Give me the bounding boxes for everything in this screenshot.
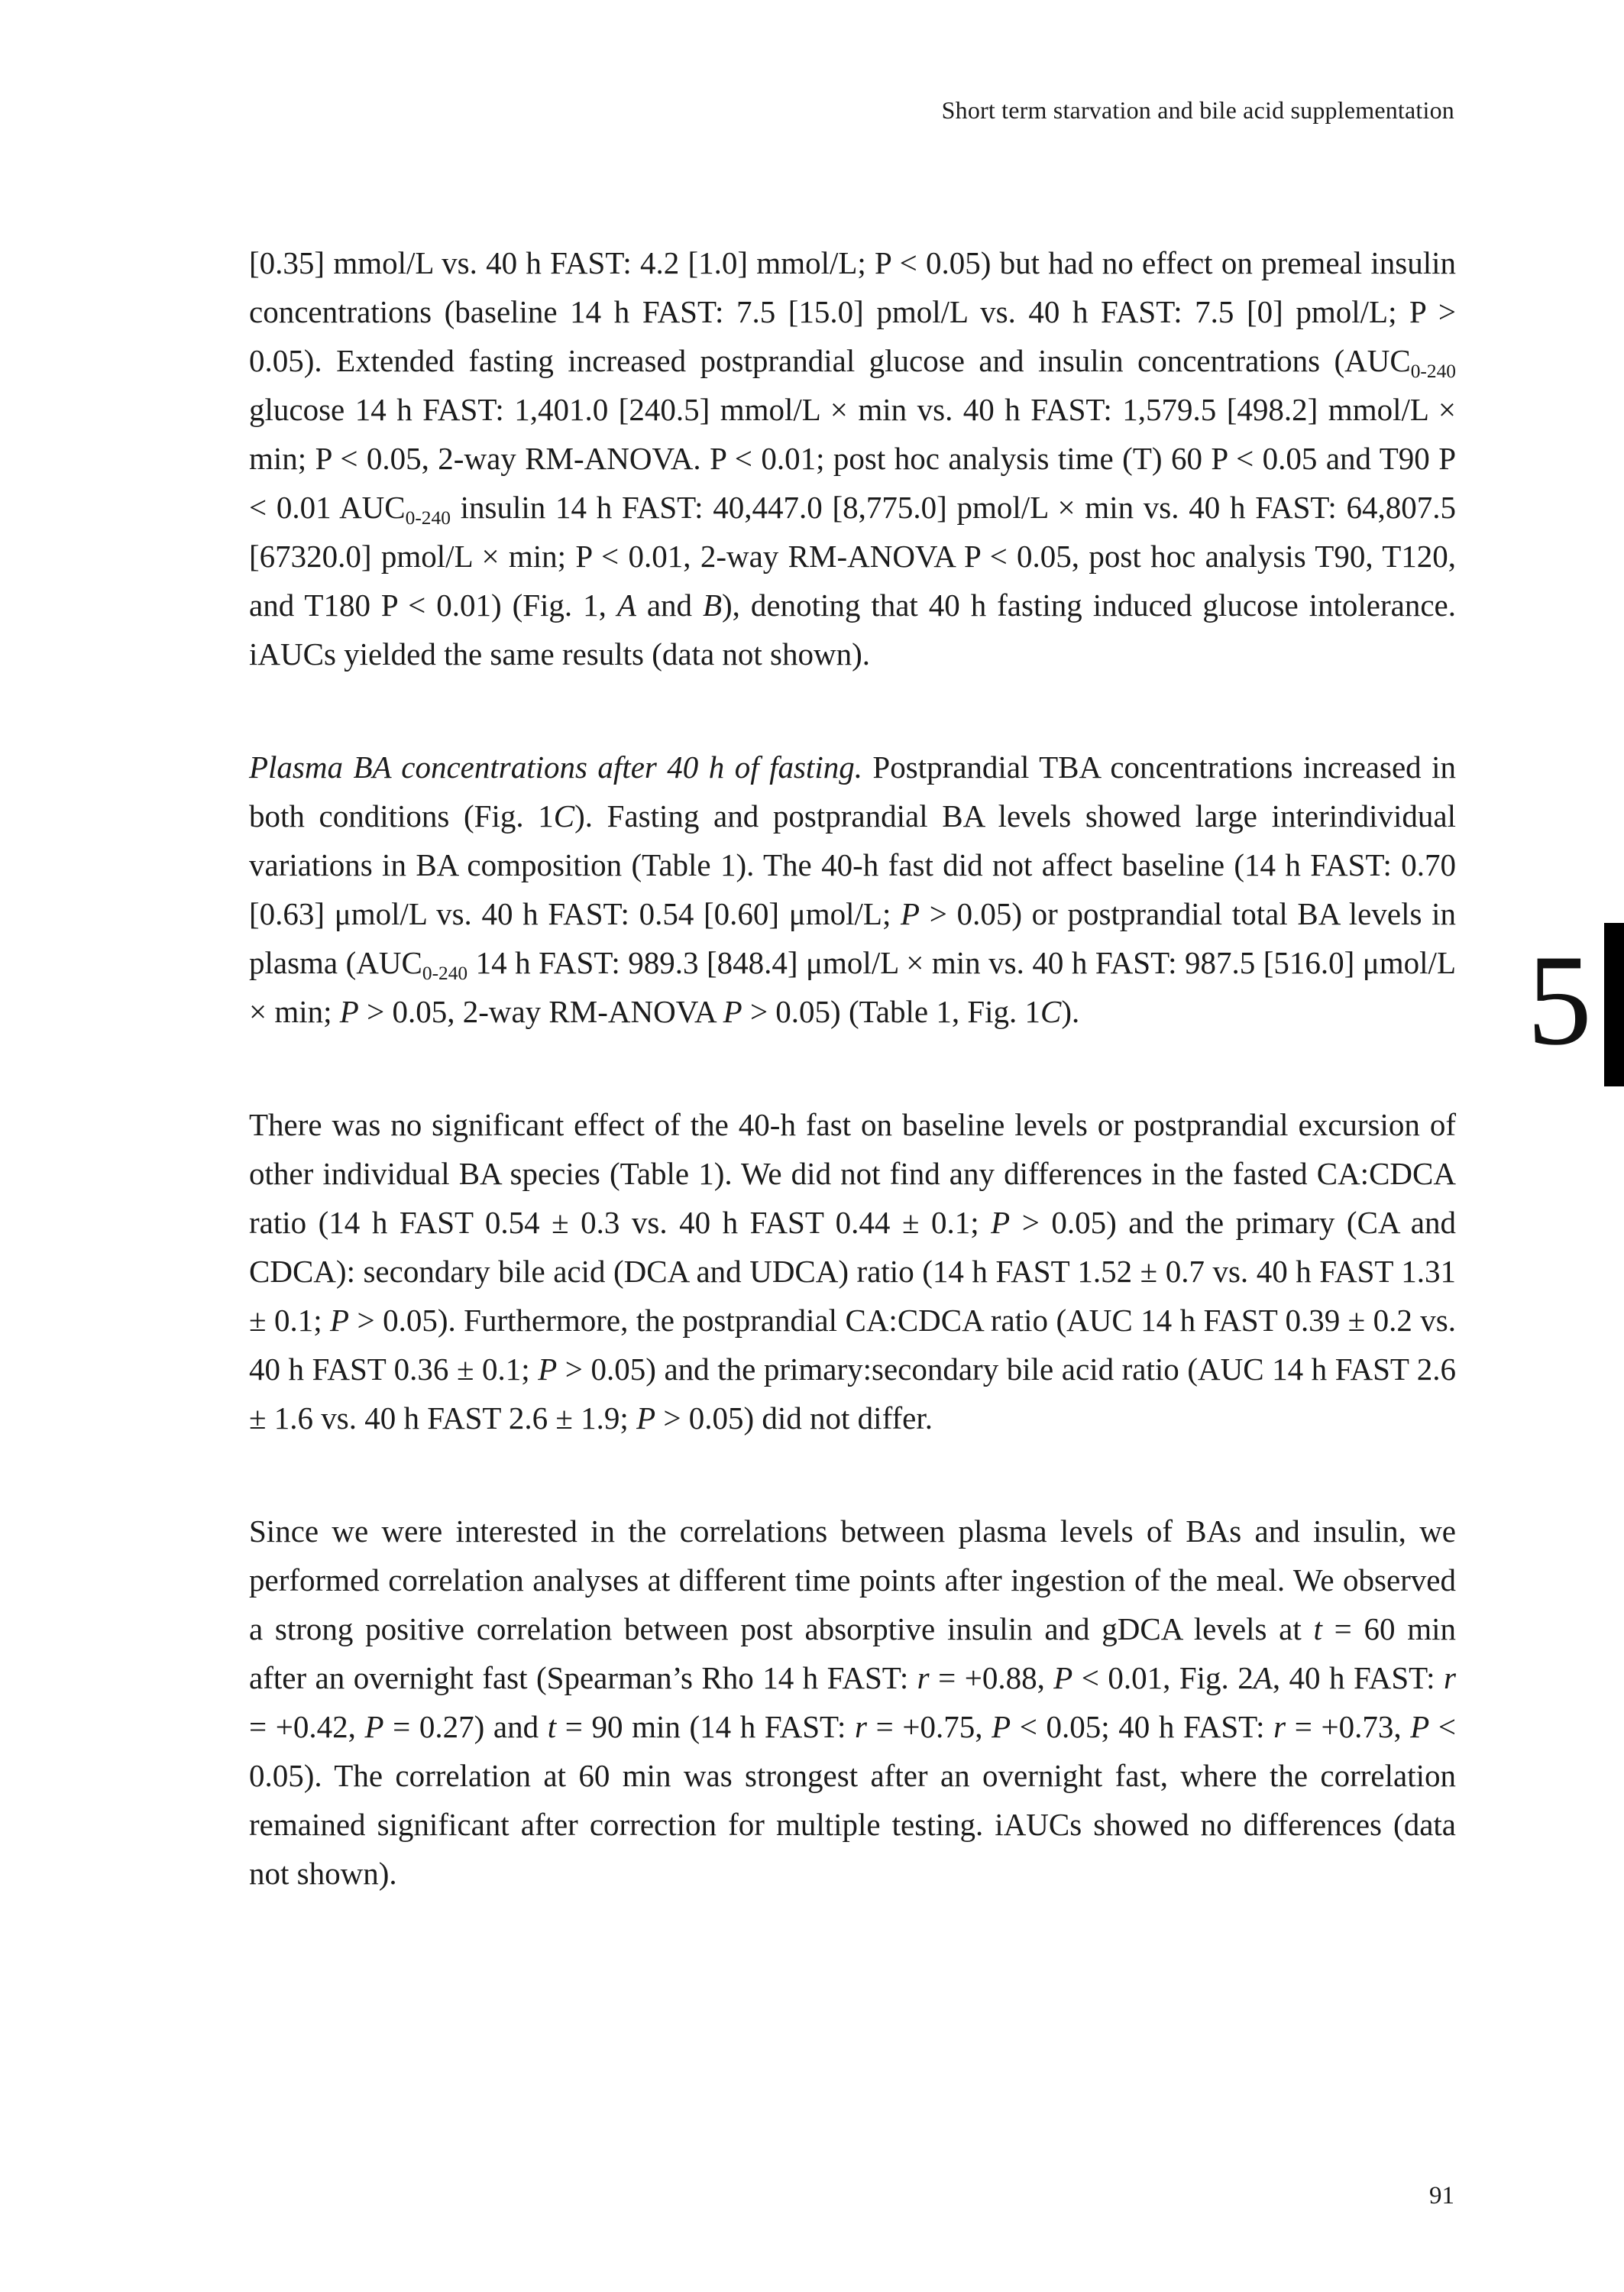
paragraph-plasma-ba-concentrations: Plasma BA concentrations after 40 h of fasting. Postprandial TBA concentrations increased in both conditions (Fig. 1C). Fasting and postprandial BA levels showed large interindividual variations in BA composition (Table 1). The 40-h fast did not affect baseline (14 h FAST: 0.70 [0.63] μmol/L vs. 40 h FAST: 0.54 [0.60] μmol/L; P > 0.05) or postprandial total BA levels in plasma (AUC0-240 14 h FAST: 989.3 [848.4] μmol/L × min vs. 40 h FAST: 987.5 [516.0] μmol/L × min; P > 0.05, 2-way RM-ANOVA P > 0.05) (Table 1, Fig. 1C). (249, 749, 1457, 1029)
chapter-tab (1527, 923, 1624, 1086)
page-number: 91 (1429, 2182, 1454, 2209)
running-header: Short term starvation and bile acid supplementation (941, 96, 1454, 124)
chapter-tab-bar (1604, 923, 1624, 1086)
chapter-number: 5 (1527, 928, 1592, 1072)
body-text (249, 238, 1456, 1962)
paragraph-results-glucose-insulin: [0.35] mmol/L vs. 40 h FAST: 4.2 [1.0] mmol/L; P < 0.05) but had no effect on premeal insulin concentrations (baseline 14 h FAST: 7.5 [15.0] pmol/L vs. 40 h FAST: 7.5 [0] pmol/L; P > 0.05). Extended fasting increased postprandial glucose and insulin concentrations (AUC0-240 glucose 14 h FAST: 1,401.0 [240.5] mmol/L × min vs. 40 h FAST: 1,579.5 [498.2] mmol/L × min; P < 0.05, 2-way RM-ANOVA. P < 0.01; post hoc analysis time (T) 60 P < 0.05 and T90 P < 0.01 AUC0-240 insulin 14 h FAST: 40,447.0 [8,775.0] pmol/L × min vs. 40 h FAST: 64,807.5 [67320.0] pmol/L × min; P < 0.01, 2-way RM-ANOVA P < 0.05, post hoc analysis T90, T120, and T180 P < 0.01) (Fig. 1, A and B), denoting that 40 h fasting induced glucose intolerance. iAUCs yielded the same results (data not shown). (249, 245, 1456, 672)
paragraph-ba-species-ratios: There was no significant effect of the 40-h fast on baseline levels or postprandial excursion of other individual BA species (Table 1). We did not find any differences in the fasted CA:CDCA ratio (14 h FAST 0.54 ± 0.3 vs. 40 h FAST 0.44 ± 0.1; P > 0.05) and the primary (CA and CDCA): secondary bile acid (DCA and UDCA) ratio (14 h FAST 1.52 ± 0.7 vs. 40 h FAST 1.31 ± 0.1; P > 0.05). Furthermore, the postprandial CA:CDCA ratio (AUC 14 h FAST 0.39 ± 0.2 vs. 40 h FAST 0.36 ± 0.1; P > 0.05) and the primary:secondary bile acid ratio (AUC 14 h FAST 2.6 ± 1.6 vs. 40 h FAST 2.6 ± 1.9; P > 0.05) did not differ. (249, 1107, 1456, 1436)
paragraph-correlations: Since we were interested in the correlations between plasma levels of BAs and insulin, we performed correlation analyses at different time points after ingestion of the meal. We observed a strong positive correlation between post absorptive insulin and gDCA levels at t = 60 min after an overnight fast (Spearman’s Rho 14 h FAST: r = +0.88, P < 0.01, Fig. 2A, 40 h FAST: r = +0.42, P = 0.27) and t = 90 min (14 h FAST: r = +0.75, P < 0.05; 40 h FAST: r = +0.73, P < 0.05). The correlation at 60 min was strongest after an overnight fast, where the correlation remained significant after correction for multiple testing. iAUCs showed no differences (data not shown). (249, 1513, 1457, 1891)
